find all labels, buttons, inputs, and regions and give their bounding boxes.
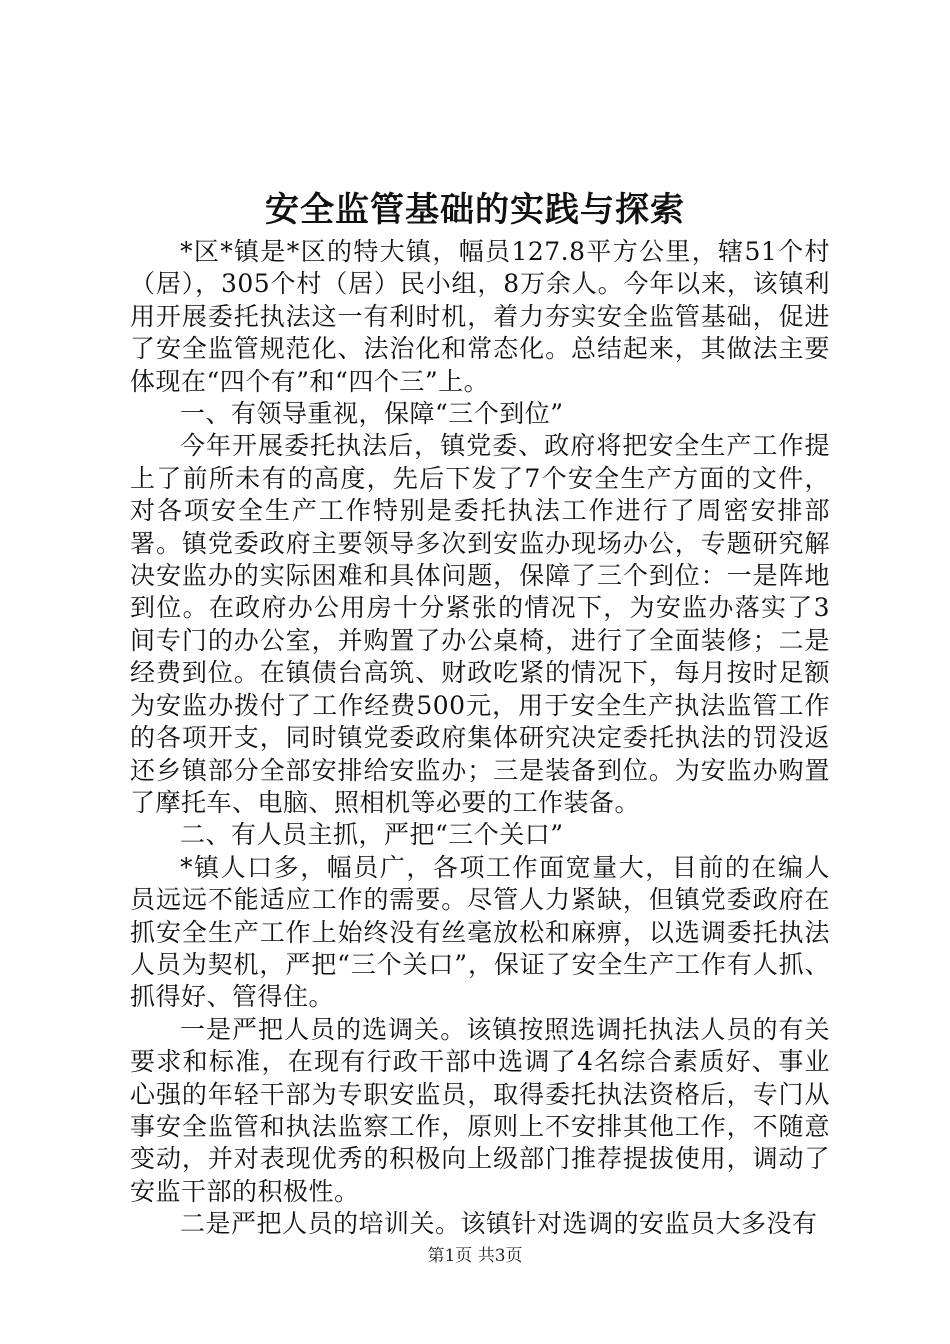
paragraph-selection: 一是严把人员的选调关。该镇按照选调托执法人员的有关要求和标准，在现有行政干部中选调了4名综合素质好、事业心强的年轻干部为专职安监员，取得委托执法资格后，专门从事安全监管和执法监察工作，原则上不安排其他工作，不随意变动，并对表现优秀的积极向上级部门推荐提拔使用，调动了安监干部的积极性。 <box>130 1014 830 1206</box>
paragraph-section-1: 今年开展委托执法后，镇党委、政府将把安全生产工作提上了前所未有的高度，先后下发了7个安全生产方面的文件，对各项安全生产工作特别是委托执法工作进行了周密安排部署。镇党委政府主要领导多次到安监办现场办公，专题研究解决安监办的实际困难和具体问题，保障了三个到位：一是阵地到位。在政府办公用房十分紧张的情况下，为安监办落实了3间专门的办公室，并购置了办公桌椅，进行了全面装修；二是经费到位。在镇债台高筑、财政吃紧的情况下，每月按时足额为安监办拨付了工作经费500元，用于安全生产执法监管工作的各项开支，同时镇党委政府集体研究决定委托执法的罚没返还乡镇部分全部安排给安监办；三是装备到位。为安监办购置了摩托车、电脑、照相机等必要的工作装备。 <box>130 431 830 817</box>
section-heading-2: 二、有人员主抓，严把“三个关口” <box>180 820 564 850</box>
page-footer: 第1页 共3页 <box>427 1246 523 1266</box>
document-body <box>130 236 830 1241</box>
document-title: 安全监管基础的实践与探索 <box>265 190 685 230</box>
paragraph-intro: *区*镇是*区的特大镇，幅员127.8平方公里，辖51个村（居），305个村（居）民小组，8万余人。今年以来，该镇利用开展委托执法这一有利时机，着力夯实安全监管基础，促进了安全监管规范化、法治化和常态化。总结起来，其做法主要体现在“四个有”和“四个三”上。 <box>130 237 830 396</box>
paragraph-training: 二是严把人员的培训关。该镇针对选调的安监员大多没有 <box>180 1209 818 1239</box>
paragraph-section-2: *镇人口多，幅员广，各项工作面宽量大，目前的在编人员远远不能适应工作的需要。尽管人力紧缺，但镇党委政府在抓安全生产工作上始终没有丝毫放松和麻痹，以选调委托执法人员为契机，严把“三个关口”，保证了安全生产工作有人抓、抓得好、管得住。 <box>130 852 830 1012</box>
section-heading-1: 一、有领导重视，保障“三个到位” <box>180 399 564 429</box>
